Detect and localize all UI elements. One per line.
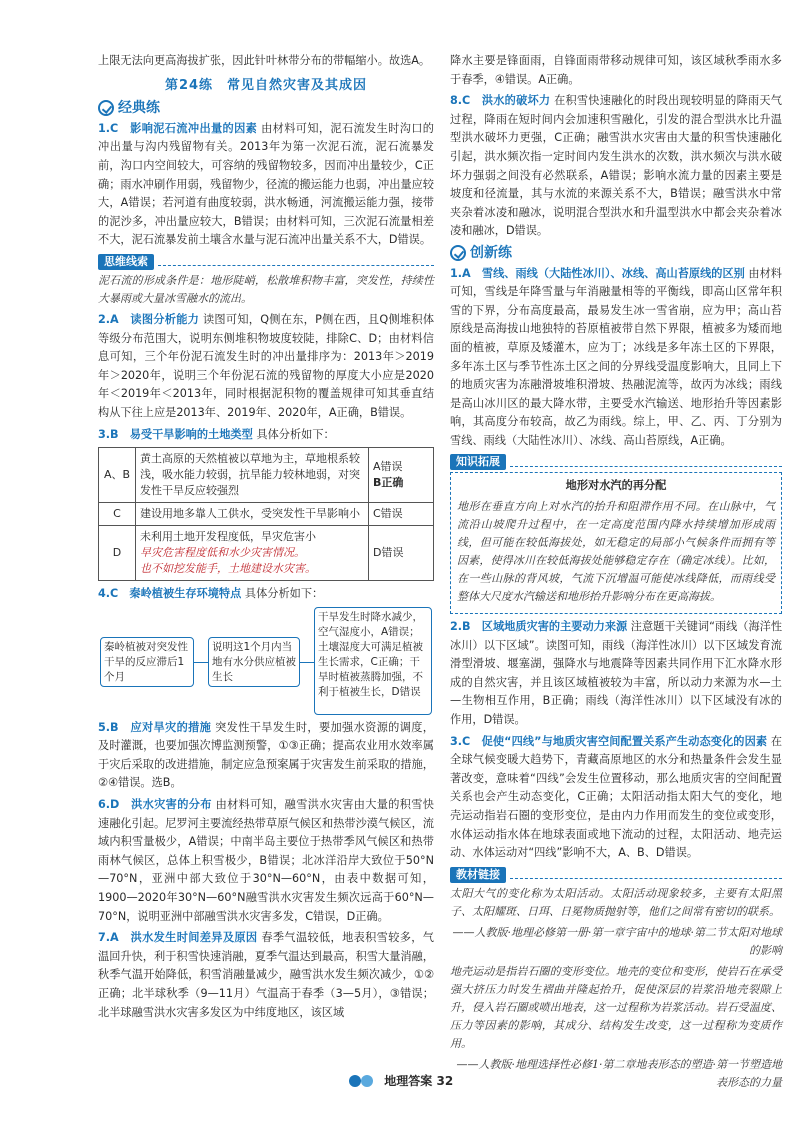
- answer-q3-tail: 具体分析如下：: [256, 427, 335, 441]
- right-column: [450, 52, 782, 1095]
- answer-q3-head: 3.B 易受干旱影响的土地类型: [98, 427, 253, 441]
- knowledge-title: 地形对水汽的再分配: [565, 479, 667, 493]
- tag-knowledge: [450, 454, 782, 470]
- table-cell-desc: 黄土高原的天然植被以草地为主，草地根系较浅，吸水能力较弱，抗旱能力较林地弱，对突发性干旱反应较强烈: [136, 448, 369, 503]
- check-icon: [98, 100, 114, 116]
- answer-innov-q3: [450, 733, 782, 863]
- answer-q4-tail: 具体分析如下：: [244, 587, 324, 601]
- answer-innov-q2-body: 注意题干关键词“雨线（海洋性冰川）以下区域”。读图可知，雨线（海洋性冰川）以下区域发育流滑型滑坡、堰塞湖，强降水与地震降等因素共同作用下汇水降水形成的自然灾害，并且该区域植被较为丰富，所以动力来源为水—土—生物相互作用，B正确；雨线（海洋性冰川）以下区域没有冰的作用，D错误。: [450, 620, 783, 727]
- answer-q6: [98, 796, 434, 926]
- tag-divider: [510, 458, 782, 467]
- check-icon: [450, 245, 466, 261]
- table-row: [99, 526, 434, 581]
- table-cell-result: C错误: [369, 503, 434, 526]
- table-row: [99, 503, 434, 526]
- textbook-text-1: 太阳大气的变化称为太阳活动。太阳活动现象较多，主要有太阳黑子、太阳耀斑、日珥、日冕物质抛射等，他们之间常有密切的联系。: [450, 886, 782, 918]
- answer-q3: [98, 426, 434, 445]
- thinking-text: 泥石流的形成条件是：地形陡峭，松散堆积物丰富，突发性，持续性大暴雨或大量冰雪融水的流出。: [98, 273, 434, 305]
- table-cell-desc: [136, 526, 369, 581]
- answer-q8: [450, 92, 782, 241]
- table-cell-result: [369, 448, 434, 503]
- tag-textbook-label: 教材链接: [450, 867, 506, 883]
- answer-q1-body: 由材料可知，泥石流发生时沟口的冲出量与沟内残留物有关。2013年为第一次泥石流，泥石流暴发前，沟口内空间较大，可容纳的残留物较多，因而冲出量较少，C正确；雨水冲刷作用弱，残留物少，径流的搬运能力也弱，冲出量应较大，A错误；若河道有曲度较弱，洪水畅通，河流搬运能力强，接带的泥沙多，冲出量应较大，B错误；由材料可知，三次泥石流量相差不大，泥石流暴发前土壤含水量与泥石流冲出量关系不大，D错误。: [98, 121, 434, 247]
- flow-box-a: 秦岭植被对突发性干旱的反应滞后1个月: [100, 637, 194, 687]
- tag-textbook: [450, 867, 782, 883]
- analysis-table: [98, 447, 434, 581]
- answer-innov-q3-body: 在全球气候变暖大趋势下，青藏高原地区的水分和热量条件会发生显著改变，意味着“四线”会发生位置移动，那么地质灾害的空间配置关系也会产生动态变化，C正确；太阳活动指太阳大气的变化，地壳运动指岩石圈的变形变位，是由内力作用而发生的变位或变形，水体运动指水体在地球表面或地下流动的过程，太阳活动、地壳运动、水体运动对“四线”影响不大，A、B、D错误。: [450, 734, 783, 860]
- tag-divider: [510, 870, 782, 879]
- result-line: B正确: [373, 476, 404, 490]
- handwritten-note: 也不如挖发能手，土地建设水灾害。: [140, 562, 316, 576]
- page-footer: [0, 1072, 800, 1091]
- answer-q7-head: 7.A 洪水发生时间差异及原因: [98, 931, 258, 945]
- textbook-ref-1: ——人教版·地理必修第一册·第一章宇宙中的地球·第二节太阳对地球的影响: [452, 925, 782, 957]
- answer-q1-head: 1.C 影响泥石流冲出量的因素: [98, 121, 258, 135]
- tag-thinking-label: 思维线索: [98, 254, 154, 270]
- flow-connector: [194, 662, 208, 663]
- answer-q7-continued: 降水主要是锋面雨，自锋面雨带移动规律可知，该区域秋季雨水多于春季，④错误。A正确。: [450, 54, 782, 86]
- flow-box-b: 说明这1个月内当地有水分供应植被生长: [208, 637, 300, 687]
- answer-q1: [98, 120, 434, 250]
- answer-q2-body: 读图可知，Q侧在东，P侧在西，且Q侧堆积体等级分布范围大，说明东侧堆积物坡度较陡，排除C、D；由材料信息可知，三个年份泥石流发生时的冲出量排序为：2013年＞2019年＞2020年，说明三个年份泥石流的残留物的厚度大小应是2020年＜2019年＜2013年，同时根据泥积物的覆盖规律可知其垂直结构从下往上应是2013年、2019年、2020年，A正确，B错误。: [98, 312, 435, 419]
- answer-q4-head: 4.C 秦岭植被生存环境特点: [98, 587, 242, 601]
- tag-knowledge-label: 知识拓展: [450, 454, 506, 470]
- left-column: [98, 52, 434, 1025]
- flow-diagram: [98, 607, 434, 715]
- answer-q6-body: 由材料可知，融雪洪水灾害由大量的积雪快速融化引起。尼罗河主要流经热带草原气候区和热带沙漠气候区，流域内积雪量极少，A错误；中南半岛主要位于热带季风气候区和热带雨林气候区，总体上积雪极少，B错误；北冰洋沿岸大致位于50°N—70°N，亚洲中部大致位于30°N—60°N，由表中数据可知，1900—2020年30°N—60°N融雪洪水灾害发生频次远高于60°N—70°N，说明亚洲中部融雪洪水灾害多发，C错误，D正确。: [98, 798, 434, 923]
- answer-innov-q1-head: 1.A 雪线、雨线（大陆性冰川）、冰线、高山苔原线的区别: [450, 266, 745, 280]
- textbook-text-2: 地壳运动是指岩石圈的变形变位。地壳的变位和变形，使岩石在承受强大挤压力时发生褶曲并隆起抬升，促使深层的岩浆沿地壳裂隙上升，侵入岩石圈或喷出地表，这一过程称为岩浆活动。岩石受温度、压力等因素的影响，其成分、结构发生改变，这一过程称为变质作用。: [450, 964, 782, 1050]
- answer-q2: [98, 311, 434, 423]
- chapter-title: 第24练 常见自然灾害及其成因: [164, 77, 368, 93]
- answer-innov-q2: [450, 618, 782, 730]
- table-cell-option: D: [99, 526, 136, 581]
- answer-q2-head: 2.A 读图分析能力: [98, 312, 200, 326]
- answer-q8-body: 在积雪快速融化的时段出现较明显的降雨天气过程，降雨在短时间内会加速积雪融化，引发的混合型洪水比升温型洪水破坏力更强，C正确；融雪洪水灾害由大量的积雪快速融化引起，洪水频次指一定时间内发生洪水的次数，洪水频次与洪水破坏力强弱之间没有必然联系，A错误；影响水流力量的因素主要是坡度和径流量，其与水流的来源关系不大，B错误；融雪洪水中常夹杂着冰凌和融冰，说明混合型洪水和升温型洪水中都会夹杂着冰凌和融冰，D错误。: [450, 94, 782, 238]
- answer-q7-body: 春季气温较低，地表积雪较多，气温回升快，利于积雪快速消融，夏季气温达到最高，积雪大量消融，秋季气温开始降低，积雪消融量减少，融雪洪水发生频次减少，①②正确；北半球秋季（9—11月）气温高于春季（3—5月），③错误；北半球融雪洪水灾害多发区为中纬度地区，该区域: [98, 931, 434, 1019]
- answer-q5: [98, 719, 434, 793]
- table-row: [99, 448, 434, 503]
- tag-divider: [158, 257, 434, 266]
- publisher-logo-icon: [347, 1072, 377, 1090]
- answer-innov-q1-body: 由材料可知，雪线是年降雪量与年消融量相等的平衡线，即高山区常年积雪的下界，分布高度最高，最易发生冰一雪省崩，应为甲；高山苔原线是高海拔山地独特的苔原植被带自然下界限，植被多为矮而地面的植被，草原及矮灌木，应为丁；冰线是多年冻土区的下界限，多年冻土区与季节性冻土区之间的分界线受温度影响大，且同上下的地质灾害为冻融滑坡堆积滑坡、热融泥流等，故丙为冰线；雨线是高山冰川区的最大降水带，主要受水汽输送、地形抬升等因素影响，其高度分布较高，故乙为雨线。综上，甲、乙、丙、丁分别为雪线、雨线（大陆性冰川）、冰线、高山苔原线，A正确。: [450, 266, 782, 447]
- table-cell-desc: 建设用地多靠人工供水，受突发性干旱影响小: [136, 503, 369, 526]
- table-cell-option: A、B: [99, 448, 136, 503]
- knowledge-text: 地形在垂直方向上对水汽的抬升和阻滞作用不同。在山脉中，气流沿山坡爬升过程中，在一定高度范围内降水持续增加形成雨线，但可能在较低海拔处，如无稳定的局部小气候条件而拥有等因素，使得冰川在较低海拔处能够稳定存在（确定冰线）。比如，在一些山脉的背风坡，气流下沉增温可能使冰线降低，而雨线受整体大尺度水汽输送和地形抬升影响分布在更高海拔。: [457, 500, 775, 604]
- answer-q7: [98, 929, 434, 1022]
- table-cell-option: C: [99, 503, 136, 526]
- table-cell-result: D错误: [369, 526, 434, 581]
- section-classic-label: 经典练: [118, 100, 160, 117]
- answer-q5-head: 5.B 应对旱灾的措施: [98, 720, 212, 734]
- knowledge-box: [450, 472, 782, 614]
- page-label: 地理答案 32: [384, 1074, 454, 1088]
- intro-text: 上限无法向更高海拔扩张，因此针叶林带分布的带幅缩小。故选A。: [98, 54, 431, 67]
- answer-innov-q2-head: 2.B 区域地质灾害的主要动力来源: [450, 620, 628, 634]
- section-innovation-label: 创新练: [470, 244, 512, 261]
- table-desc-text: 未利用土地开发程度低，旱灾危害小: [140, 530, 316, 544]
- answer-q8-head: 8.C 洪水的破坏力: [450, 94, 551, 108]
- section-innovation: [450, 244, 782, 263]
- answer-innov-q3-head: 3.C 促使“四线”与地质灾害空间配置关系产生动态变化的因素: [450, 734, 768, 748]
- answer-innov-q1: [450, 265, 782, 451]
- answer-q4: [98, 585, 434, 604]
- result-line: A错误: [373, 460, 403, 474]
- tag-thinking: [98, 254, 434, 270]
- flow-box-c: 干旱发生时降水减少，空气湿度小，A错误；土壤湿度大可满足植被生长需求，C正确；干旱时植被蒸腾加强，不利于植被生长，D错误: [314, 607, 432, 715]
- section-classic: [98, 99, 434, 118]
- answer-q5-body: 突发性干旱发生时，要加强水资源的调度，及时灌溉，也要加强次博监测预警，①③正确；提高农业用水效率属于灾后采取的改进措施，制定应急预案属于灾害发生前采取的措施，②④错误。选B。: [98, 720, 434, 790]
- handwritten-note: 早灾危害程度低和水少灾害情况。: [140, 546, 305, 560]
- flow-connector: [300, 662, 314, 663]
- textbook-ref-2: ——人教版·地理选择性必修1·第二章地表形态的塑造·第一节塑造地表形态的力量: [456, 1057, 782, 1089]
- answer-q6-head: 6.D 洪水灾害的分布: [98, 798, 212, 812]
